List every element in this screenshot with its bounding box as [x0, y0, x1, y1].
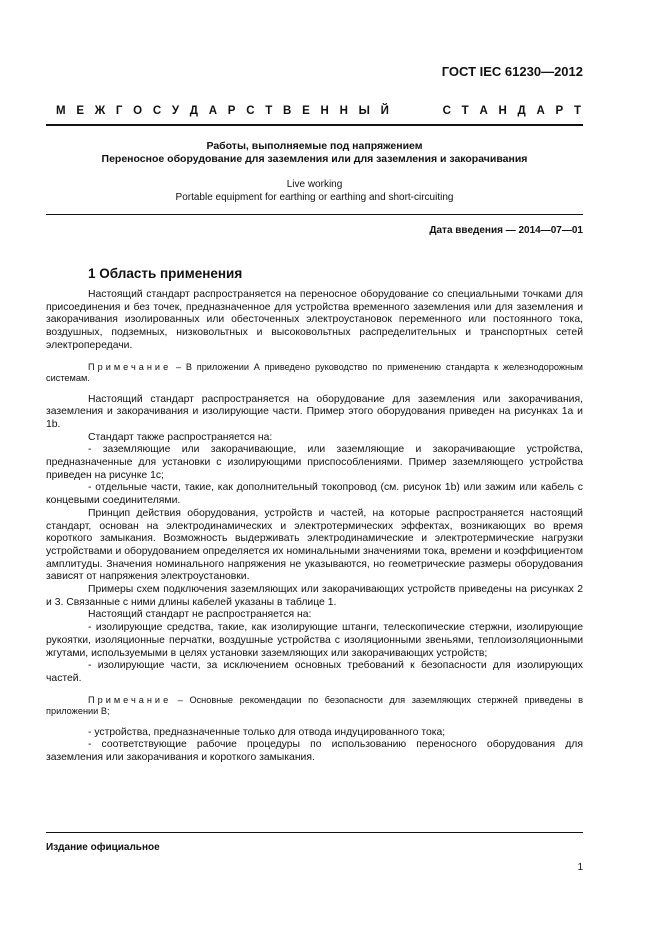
list-item: - изолирующие части, за исключением основных требований к безопасности для изолирующих частей.	[46, 660, 583, 684]
note-1	[46, 362, 583, 385]
note-text: – В приложении А приведено руководство по применению стандарта к железнодорожным системам.	[46, 361, 583, 384]
paragraph: Стандарт также распространяется на:	[88, 431, 273, 443]
introduction-date: Дата введения — 2014—07—01	[429, 225, 583, 236]
paragraph: Примеры схем подключения заземляющих или закорачивающих устройств приведены на рисунках 2 и 3. Связанные с ними длины кабелей указаны в таблице 1.	[46, 584, 583, 608]
title-rule	[46, 214, 583, 215]
paragraph: Настоящий стандарт распространяется на переносное оборудование со специальными точками для присоединения и без точек, предназначенное для устройства временного заземления или для заземления и закорачивания изолированных или обесточенных электроустановок переменного или постоянного тока, воздушных, подземных, низковольтных и высоковольтных распределительных и транспортных сетей электропередачи.	[46, 289, 583, 351]
note-label: Примечание	[88, 694, 172, 705]
note-2	[46, 695, 583, 718]
paragraph: Принцип действия оборудования, устройств и частей, на которые распространяется настоящий стандарт, основан на электродинамических и электротермических эффектах, возникающих во время короткого замыкания. Возможность выдерживать электродинамические и электротермические нагрузки устройствами и оборудованием определяется их номинальными значениями тока, времени и коэффициентом амплитуды. Значения номинального напряжения не указываются, но геометрические размеры оборудования зависят от напряжения электроустановки.	[46, 507, 583, 583]
list-item: - отдельные части, такие, как дополнительный токопровод (см. рисунок 1b) или зажим или кабель с концевыми соединителями.	[46, 482, 583, 507]
footer-rule	[46, 832, 583, 833]
list-item: - изолирующие средства, такие, как изолирующие штанги, телескопические стержни, изолирующие рукоятки, изоляционные перчатки, воздушные устройства с изоляционными звеньями, теплоизоляционными жгутами, используемыми в целях установки заземляющих или закорачивающих устройств;	[46, 622, 583, 659]
section-body	[46, 289, 583, 765]
note-label: Примечание	[88, 361, 172, 372]
paragraph: Настоящий стандарт не распространяется на:	[88, 609, 312, 621]
title-english	[46, 178, 583, 204]
title-en-line2: Portable equipment for earthing or earthing and short-circuiting	[175, 192, 454, 203]
section-heading: 1 Область применения	[88, 266, 243, 281]
note-text: – Основные рекомендации по безопасности для заземляющих стержней приведены в приложении В;	[46, 694, 583, 717]
edition-label: Издание официальное	[46, 842, 160, 853]
top-rule	[46, 124, 583, 126]
list-item: - заземляющие или закорачивающие, или заземляющие и закорачивающие устройства, предназначенные для установки с изолирующими приспособлениями. Пример заземляющего устройства приведен на рисунке 1с;	[46, 444, 583, 481]
title-ru-line1: Работы, выполняемые под напряжением	[206, 140, 423, 152]
list-item: - устройства, предназначенные только для отвода индуцированного тока;	[88, 726, 446, 738]
page-number: 1	[577, 862, 583, 873]
title-ru-line2: Переносное оборудование для заземления или для заземления и закорачивания	[101, 153, 528, 165]
paragraph: Настоящий стандарт распространяется на оборудование для заземления или закорачивания, заземления и закорачивания и изолирующие части. Пример этого оборудования приведен на рисунках 1а и 1b.	[46, 393, 583, 430]
title-russian	[46, 140, 583, 166]
document-number: ГОСТ IEC 61230—2012	[441, 64, 583, 79]
title-en-line1: Live working	[286, 179, 343, 190]
list-item: - соответствующие рабочие процедуры по использованию переносного оборудования для заземления или закорачивания и короткого замыкания.	[46, 739, 583, 764]
interstate-standard-banner: М Е Ж Г О С У Д А Р С Т В Е Н Н Ы Й С Т А Н Д А Р Т	[56, 105, 581, 117]
